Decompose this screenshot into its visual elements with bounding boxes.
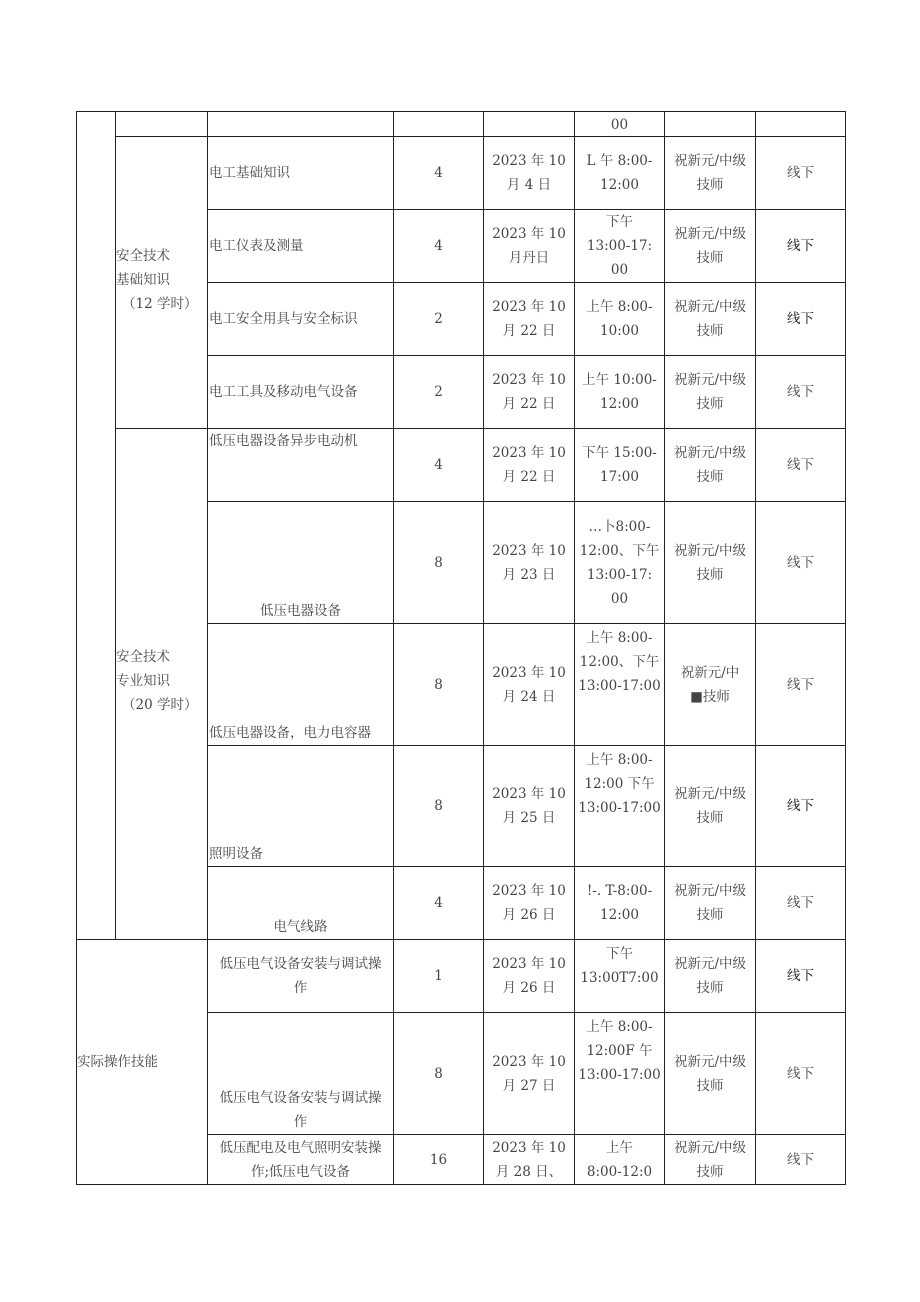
date-line2: 月 22 日	[502, 323, 556, 339]
mode-cell	[756, 746, 845, 866]
category-basic-line2: 基础知识	[116, 272, 170, 288]
teacher-cell	[665, 624, 755, 745]
hours-cell	[394, 283, 483, 355]
date-line2: 月 22 日	[502, 469, 556, 485]
teacher-line2: 技师	[696, 250, 724, 266]
date-line2: 月 28 日、	[495, 1163, 563, 1180]
time-cell	[575, 1015, 664, 1134]
category-basic	[116, 244, 197, 316]
date-cell	[484, 137, 574, 209]
time-line: 00	[610, 262, 629, 278]
time-line: 10:00	[600, 323, 639, 339]
mode-cell	[756, 1013, 845, 1134]
teacher-line1: 祝新元/中级	[673, 956, 747, 972]
teacher-line1: 祝新元/中级	[673, 299, 747, 315]
time-line: 上午 8:00-	[586, 752, 653, 768]
course-cell	[208, 940, 393, 1012]
mode-cell	[756, 137, 845, 209]
category-professional-line2: 专业知识	[116, 673, 170, 689]
teacher-line1: 祝新元/中	[680, 664, 740, 681]
category-professional	[116, 645, 197, 717]
time-cell	[575, 626, 664, 745]
course-cell	[208, 746, 393, 866]
time-cell	[575, 429, 664, 501]
mode-value: 线下	[787, 165, 814, 181]
date-line2: 月 22 日	[502, 396, 556, 412]
teacher-line2: 技师	[696, 1163, 724, 1180]
hours-value: 8	[434, 1065, 443, 1082]
date-line1: 2023 年 10	[492, 445, 566, 461]
time-cell	[575, 502, 664, 623]
mode-cell	[756, 624, 845, 745]
date-line1: 2023 年 10	[492, 1139, 566, 1156]
time-line: 00	[610, 590, 629, 607]
hours-value: 4	[434, 238, 443, 254]
teacher-line1: 祝新元/中级	[673, 445, 747, 461]
course-name: 电气线路	[273, 919, 328, 935]
date-cell	[484, 502, 574, 623]
mode-cell	[756, 429, 845, 501]
time-line: 12:00	[600, 177, 639, 193]
time-line: L 午 8:00-	[586, 153, 653, 169]
date-line2: 月 26 日	[502, 907, 556, 923]
teacher-cell	[665, 1135, 755, 1184]
course-name: 电工安全用具与安全标识	[209, 311, 358, 327]
time-line: 12:00、下午	[579, 654, 660, 670]
time-fragment-text: 00	[610, 117, 629, 133]
course-cell	[208, 429, 393, 501]
course-cell	[208, 283, 393, 355]
teacher-line2: 技师	[696, 177, 724, 193]
date-line1: 2023 年 10	[492, 786, 566, 802]
teacher-line2: 技师	[696, 980, 724, 996]
hours-cell	[394, 624, 483, 745]
hours-value: 8	[434, 676, 443, 693]
teacher-cell	[665, 429, 755, 501]
category-practical	[77, 1050, 158, 1074]
time-line: 上午 10:00-	[582, 372, 657, 388]
date-line1: 2023 年 10	[492, 883, 566, 899]
course-cell	[208, 624, 393, 745]
mode-cell	[756, 1135, 845, 1184]
date-line1: 2023 年 10	[492, 956, 566, 972]
time-line: 13:00-17:00	[578, 678, 661, 694]
hours-cell	[394, 867, 483, 939]
course-name: 低压电器设备，电力电容器	[209, 725, 371, 741]
date-cell	[484, 429, 574, 501]
date-line2: 月丹日	[508, 250, 550, 266]
course-name-line: 低压电气设备安装与调试操	[219, 1090, 382, 1106]
hours-value: 2	[434, 384, 443, 400]
date-line1: 2023 年 10	[492, 664, 566, 681]
hours-cell	[394, 356, 483, 428]
time-line: 上午 8:00-	[586, 1019, 653, 1035]
time-line: 13:00T7:00	[580, 970, 659, 986]
category-basic-hours: （12 学时）	[122, 296, 198, 312]
course-name: 电工基础知识	[209, 165, 290, 181]
course-name-line: 低压电气设备安装与调试操	[219, 956, 382, 972]
teacher-line1: 祝新元/中级	[673, 1053, 747, 1070]
time-line: 13:00-17:	[586, 566, 653, 583]
mode-value: 线下	[787, 554, 814, 571]
teacher-line1: 祝新元/中级	[673, 1139, 747, 1156]
hours-value: 1	[434, 968, 443, 984]
teacher-line1: 祝新元/中级	[673, 883, 747, 899]
date-cell	[484, 210, 574, 282]
time-line: 13:00-17:00	[578, 800, 661, 816]
course-cell	[208, 137, 393, 209]
time-cell	[575, 137, 664, 209]
course-name-line: 作;低压电气设备	[250, 1163, 351, 1180]
mode-value: 线下	[787, 457, 814, 473]
time-cell	[575, 748, 664, 866]
teacher-line2: 技师	[696, 1077, 724, 1094]
time-line: 下午	[605, 946, 633, 962]
time-line: 上午	[605, 1139, 633, 1156]
teacher-line1: 祝新元/中级	[673, 372, 747, 388]
date-cell	[484, 940, 574, 1012]
course-name-line: 作	[293, 1114, 308, 1130]
hours-cell	[394, 429, 483, 501]
time-cell	[575, 867, 664, 939]
teacher-cell	[665, 940, 755, 1012]
category-professional-hours: （20 学时）	[122, 697, 198, 713]
date-cell	[484, 283, 574, 355]
course-cell	[208, 1013, 393, 1134]
date-line2: 月 27 日	[502, 1077, 556, 1094]
hours-cell	[394, 210, 483, 282]
mode-cell	[756, 210, 845, 282]
teacher-line1: 祝新元/中级	[673, 786, 747, 802]
date-cell	[484, 1135, 574, 1184]
course-name-line: 作	[293, 980, 308, 996]
teacher-line2: ■技师	[690, 688, 730, 705]
teacher-line2: 技师	[696, 810, 724, 826]
date-line1: 2023 年 10	[492, 1053, 566, 1070]
hours-cell	[394, 1013, 483, 1134]
mode-value: 线下	[787, 1065, 814, 1082]
course-name: 电工工具及移动电气设备	[209, 384, 358, 400]
category-basic-line1: 安全技术	[116, 248, 170, 264]
course-cell	[208, 210, 393, 282]
date-line1: 2023 年 10	[492, 299, 566, 315]
time-line: …卜8:00-	[588, 518, 651, 535]
teacher-line1: 祝新元/中级	[673, 226, 747, 242]
hours-value: 2	[434, 311, 443, 327]
time-line: 13:00-17:00	[578, 1067, 661, 1083]
time-cell	[575, 942, 664, 1012]
hours-cell	[394, 746, 483, 866]
teacher-line2: 技师	[696, 323, 724, 339]
teacher-cell	[665, 137, 755, 209]
date-cell	[484, 356, 574, 428]
date-line1: 2023 年 10	[492, 226, 566, 242]
category-practical-label: 实际操作技能	[77, 1054, 158, 1070]
time-line: 12:00	[600, 907, 639, 923]
date-line2: 月 23 日	[502, 566, 556, 583]
mode-value: 线下	[787, 798, 814, 814]
date-line1: 2023 年 10	[492, 542, 566, 559]
teacher-cell	[665, 283, 755, 355]
time-cell	[575, 1135, 664, 1184]
mode-value: 线下	[787, 238, 814, 254]
teacher-cell	[665, 1013, 755, 1134]
time-cell	[575, 283, 664, 355]
course-name: 电工仪表及测量	[209, 238, 304, 254]
teacher-line1: 祝新元/中级	[673, 542, 747, 559]
hours-value: 4	[434, 895, 443, 911]
date-cell	[484, 624, 574, 745]
teacher-line2: 技师	[696, 469, 724, 485]
mode-value: 线下	[787, 676, 814, 693]
category-professional-line1: 安全技术	[116, 649, 170, 665]
teacher-line2: 技师	[696, 566, 724, 583]
time-line: 上午 8:00-	[586, 299, 653, 315]
course-cell	[208, 867, 393, 939]
mode-cell	[756, 283, 845, 355]
course-cell	[208, 1135, 393, 1184]
hours-cell	[394, 1135, 483, 1184]
date-line2: 月 24 日	[502, 688, 556, 705]
mode-cell	[756, 940, 845, 1012]
hours-value: 8	[434, 798, 443, 814]
mode-value: 线下	[787, 1151, 814, 1168]
hours-value: 16	[429, 1151, 448, 1168]
mode-cell	[756, 502, 845, 623]
teacher-cell	[665, 356, 755, 428]
date-line2: 月 26 日	[502, 980, 556, 996]
time-fragment	[574, 113, 665, 137]
date-line2: 月 4 日	[506, 177, 552, 193]
date-line1: 2023 年 10	[492, 372, 566, 388]
date-line1: 2023 年 10	[492, 153, 566, 169]
time-line: 17:00	[600, 469, 639, 485]
mode-value: 线下	[787, 895, 814, 911]
teacher-cell	[665, 867, 755, 939]
time-line: 12:00、下午	[579, 542, 660, 559]
mode-value: 线下	[787, 384, 814, 400]
teacher-cell	[665, 746, 755, 866]
course-cell	[208, 356, 393, 428]
teacher-cell	[665, 502, 755, 623]
course-name: 照明设备	[209, 846, 263, 862]
hours-cell	[394, 502, 483, 623]
course-cell	[208, 502, 393, 623]
time-line: 上午 8:00-	[586, 630, 653, 646]
mode-cell	[756, 356, 845, 428]
time-line: 下午	[605, 214, 633, 230]
mode-value: 线下	[787, 968, 814, 984]
teacher-line1: 祝新元/中级	[673, 153, 747, 169]
date-line2: 月 25 日	[502, 810, 556, 826]
time-line: 12:00F 午	[586, 1043, 653, 1059]
time-line: 8:00-12:0	[586, 1163, 653, 1180]
date-cell	[484, 746, 574, 866]
course-name-line: 低压配电及电气照明安装操	[219, 1139, 382, 1156]
hours-cell	[394, 137, 483, 209]
course-name: 低压电器设备异步电动机	[209, 433, 358, 449]
course-name: 低压电器设备	[260, 603, 341, 619]
time-cell	[575, 210, 664, 282]
hours-value: 8	[434, 554, 443, 571]
time-cell	[575, 356, 664, 428]
hours-value: 4	[434, 457, 443, 473]
hours-cell	[394, 940, 483, 1012]
time-line: 12:00 下午	[584, 776, 655, 792]
mode-cell	[756, 867, 845, 939]
time-line: 13:00-17:	[586, 238, 653, 254]
hours-value: 4	[434, 165, 443, 181]
teacher-line2: 技师	[696, 907, 724, 923]
teacher-cell	[665, 210, 755, 282]
date-cell	[484, 1013, 574, 1134]
teacher-line2: 技师	[696, 396, 724, 412]
time-line: 12:00	[600, 396, 639, 412]
mode-value: 线下	[787, 311, 814, 327]
date-cell	[484, 867, 574, 939]
time-line: !-. T-8:00-	[586, 883, 653, 899]
time-line: 下午 15:00-	[582, 445, 657, 461]
